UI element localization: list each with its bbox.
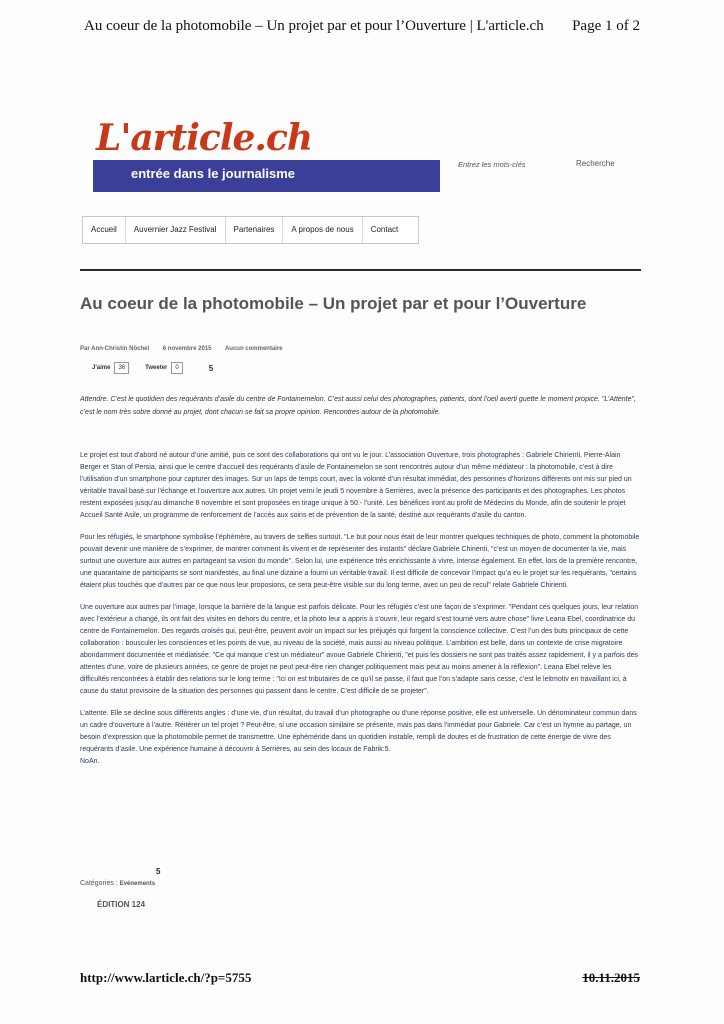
site-logo[interactable] (93, 117, 440, 192)
article-categories (80, 880, 155, 887)
main-nav (82, 216, 419, 244)
print-page-number: Page 1 of 2 (572, 18, 640, 34)
tweet-count: 0 (171, 362, 182, 374)
social-share-bar (92, 362, 213, 374)
article-title: Au coeur de la photomobile – Un projet par et pour l’Ouverture (80, 294, 587, 313)
article-paragraph-3: Une ouverture aux autres par l’image, lorsque la barrière de la langue est parfois délicate. Pour les réfugiés c’est une façon de s’exprimer. "Pendant ces quelques jours, leur relation avec l’extérieur a changé, ils ont fait des visites en dehors du centre, et la photo leur a appris à s’ouvrir, leur regard s’est tourné vers autre chose" livre Leana Ebel, coordinatrice du centre de Fontainemelon. Des regards croisés qui, peut-être, peuvent avoir un impact sur les préjugés qui forgent la conscience collective. C’est l’un des buts principaux de cette collaboration : bousculer les consciences et les points de vue, au niveau de la société, mais aussi au niveau politique. L’ambition est belle, dans un contexte de crise migratoire abondamment documentée et médiatisée. "Ce qui manque c’est un médiateur" avoue Gabriele Chirienti, "et puis les dossiers ne sont pas traités assez rapidement, il y a parfois des attentes d’une, voire de plusieurs années, ce genre de projet ne peut peut-être rien changer politiquement mais peut au moins amener à la réflexion". Leana Ebel relève les difficultés rencontrées à établir des relations sur le long terme : "Ici on est tributaires de ce qu’il se passe, il faut que l’on s’adapte sans cesse, c’est le leitmotiv en travaillant ici, à cause du statut provisoire de la situation des personnes qui passent dans le centre. C’est difficile de se projeter". (80, 604, 639, 695)
article-comments-link[interactable]: Aucun commentaire (224, 346, 283, 352)
article-meta (80, 346, 295, 352)
logo-band (93, 160, 440, 192)
header-divider (80, 269, 641, 271)
like-count: 36 (114, 362, 129, 374)
rating-value: 5 (208, 363, 214, 373)
like-button[interactable]: J'aime (92, 365, 111, 371)
category-link[interactable]: Evénements (119, 881, 156, 887)
article-paragraph-4: L’attente. Elle se décline sous différents angles : d’une vie, d’un résultat, du travail d’un photographe ou d’une réponse positive, elle est universelle. Un dénominateur commun dans un cadre d’ouverture à l’autre. Réitérer un tel projet ? Peut-être, si une occasion similaire se présente, mais pas dans l’immédiat pour Gabriele. Car c’est un hymne au partage, un besoin d’expression que la photomobile permet de transmettre. Une éphéméride dans un quotidien instable, rempli de doutes et de frustration de cette énergie de vivre des requérants d’asile. Une expérience humaine à découvrir à Serrières, au sein des locaux de Fabrik:5. NoAn. (80, 710, 637, 765)
nav-item-partenaires[interactable]: Partenaires (226, 217, 284, 243)
nav-item-auvernier-jazz-festival[interactable]: Auvernier Jazz Festival (126, 217, 226, 243)
nav-item-contact[interactable]: Contact (370, 225, 399, 234)
logo-tagline: entrée dans le journalisme (131, 166, 296, 181)
article-author[interactable]: Par Ann-Christin Nöchel (80, 346, 150, 352)
print-page-title: Au coeur de la photomobile – Un projet par et pour l’Ouverture | L'article.ch (84, 18, 544, 34)
article-intro: Attendre. C’est le quotidien des requérants d’asile du centre de Fontainemelon. C’est aussi celui des photographes, patients, dont l’oeil averti guette le moment propice. "L’Attente", c’est le nom très sobre donné au projet, dont chacun se fait sa propre opinion. Rencontres autour de la photomobile. (80, 396, 636, 416)
print-footer (80, 970, 640, 986)
tweet-button[interactable]: Tweeter (145, 365, 168, 371)
print-url: http://www.larticle.ch/?p=5755 (80, 970, 252, 985)
search-input[interactable] (452, 156, 574, 172)
categories-label: Catégories : (80, 880, 118, 887)
print-date: 10.11.2015 (582, 970, 640, 985)
nav-item-accueil[interactable]: Accueil (83, 217, 126, 243)
article-date: 6 novembre 2015 (162, 346, 212, 352)
bottom-rating: 5 (156, 867, 161, 876)
print-header (84, 18, 640, 35)
article-paragraph-1: Le projet est tout d’abord né autour d’une amitié, puis ce sont des collaborations qui ont vu le jour. L’association Ouverture, trois photographes : Gabriele Chirienti, Pierre-Alain Berger et Stan of Persia, ainsi que le centre d’accueil des requérants d’asile de Fontainemelon se sont rencontrés autour d’un même médiateur : la photomobile, c’est à dire l’utilisation d’un smartphone pour capturer des images. Sur un laps de temps court, avec la volonté d’un résultat immédiat, des personnes d’horizons différents ont mis sur pied un véritable travail basé sur l’échange et l’ouverture aux autres. Un projet verni le jeudi 5 novembre à Serrières, avec la présence des participants et des photographes. Les photos restent exposées jusqu’au dimanche 8 novembre et sont proposées en tirage unique à 50.- l’unité. Les bénéfices iront au profit de Médecins du Monde, afin de soutenir le projet Accueil Santé Asile, un programme de renforcement de l’accès aux soins et de prévention de la santé, destiné aux requérants d’asile du canton. (80, 452, 632, 519)
search-button[interactable]: Recherche (576, 155, 632, 171)
nav-item-a-propos[interactable]: A propos de nous (283, 217, 362, 243)
edition-label: ÉDITION 124 (97, 900, 146, 909)
article-paragraph-2: Pour les réfugiés, le smartphone symbolise l’éphémère, au travers de selfies surtout. "Le but pour nous était de leur montrer quelques techniques de photo, comment la photomobile pouvait devenir une manière de s’exprimer, de montrer comment ils vivent et de représenter des instants" déclare Gabriele Chirienti, "c’est un moyen de documenter la vie, mais surtout une ouverture aux autres en partageant sa vision du monde". Selon lui, une expérience très enrichissante à vivre, intense également. En effet, lors de la première rencontre, une quarantaine de participants se sont manifestés, au final une dizaine a fourni un véritable travail. Il est difficile de concevoir l’impact qu’a eu le projet sur les requérants, "certains étaient plus touchés que d’autres par ce que nous leur proposions, ce sera peut-être visible sur du long terme, avec un peu de recul" relate Gabriele Chirienti. (80, 534, 640, 589)
article-body (80, 450, 642, 778)
logo-wordmark: L'article.ch (96, 117, 313, 159)
